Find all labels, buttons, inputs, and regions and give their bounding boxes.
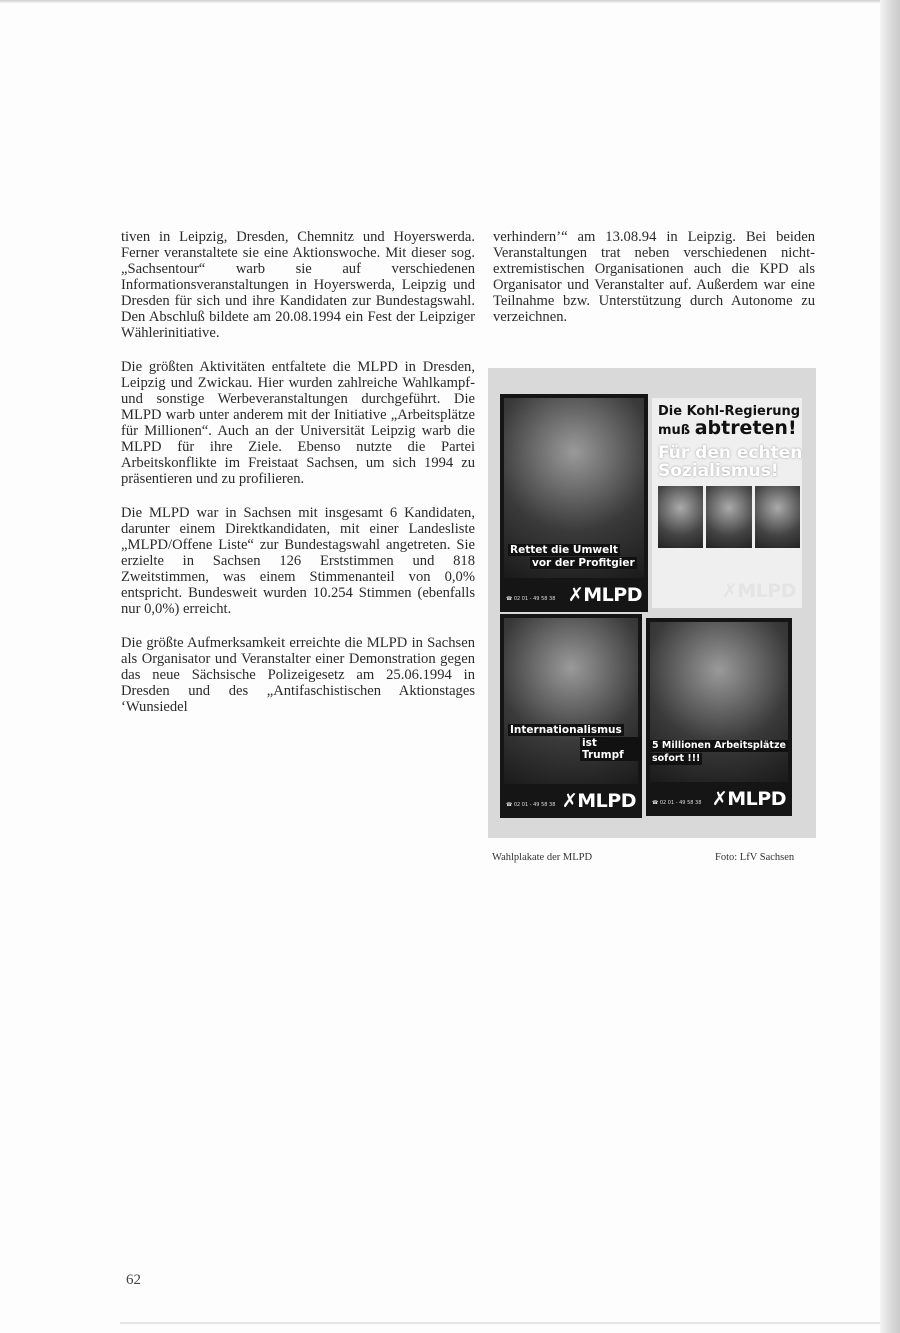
poster-phone: ☎ 02 01 - 49 58 38 <box>652 800 702 806</box>
mlpd-logo: ✗MLPD <box>711 788 786 810</box>
scan-right-shadow <box>880 0 900 1333</box>
subheadline-line: Sozialismus! <box>658 461 779 481</box>
poster-kohl <box>652 398 802 608</box>
headline-word: muß <box>658 423 695 438</box>
poster-slogan: vor der Profitgier <box>532 557 635 569</box>
headline-line: Die Kohl-Regierung <box>658 404 801 419</box>
photo-caption: Wahlplakate der MLPD <box>492 852 593 863</box>
photo-credit: Foto: LfV Sachsen <box>715 852 795 863</box>
mlpd-logo: ✗MLPD <box>561 790 636 812</box>
poster-slogan: Internationalismus <box>510 724 622 736</box>
poster-slogan: sofort !!! <box>652 753 701 764</box>
paragraph: tiven in Leipzig, Dresden, Chemnitz und Hoyerswerda. Ferner veranstaltete sie eine Aktionswoche. Mit dieser sog. „Sachsentour“ warb sie auf verschiedenen Informationsveranstaltungen in Hoyerswerda, Leipzig und Dresden für sich und ihre Kandidaten zur Bundestagswahl. Den Abschluß bildete am 20.08.1994 ein Fest der Leipziger Wählerinitiative. <box>121 229 475 341</box>
paragraph: Die größte Aufmerksamkeit erreichte die MLPD in Sachsen als Organisator und Veranstalter einer Demonstration gegen das neue Sächsische Polizeigesetz am 25.06.1994 in Dresden und des „Antifaschistischen Aktionstages ‘Wunsiedel <box>121 635 475 715</box>
poster-portraits <box>658 486 800 548</box>
poster-phone: ☎ 02 01 - 49 58 38 <box>506 596 556 602</box>
poster-slogan: Rettet die Umwelt <box>510 544 618 556</box>
scan-top-edge <box>0 0 900 3</box>
poster-environment <box>500 394 648 612</box>
poster-subheadline <box>658 444 802 480</box>
poster-jobs <box>646 618 792 816</box>
scan-bottom-edge <box>120 1322 880 1324</box>
mlpd-logo: ✗MLPD <box>567 584 642 606</box>
paragraph: Die MLPD war in Sachsen mit insgesamt 6 Kandidaten, darunter einem Direktkandidaten, mit einer Landesliste „MLPD/Offene Liste“ zur Bundestagswahl angetreten. Sie erzielte in Sachsen 126 Erststimmen und 818 Zweitstimmen, was einem Stimmenanteil von 0,0% entspricht. Bundesweit wurden 10.254 Stimmen (ebenfalls nur 0,0%) erreicht. <box>121 505 475 617</box>
paragraph: verhindern’“ am 13.08.94 in Leipzig. Bei beiden Veranstaltungen trat neben verschiedenen nicht-extremistischen Organisationen auch die KPD als Organisator und Veranstalter auf. Außerdem war eine Teilnahme bzw. Unterstützung durch Autonome zu verzeichnen. <box>493 229 815 325</box>
headline-word: abtreten! <box>694 417 797 439</box>
poster-internationalism <box>500 614 642 818</box>
poster-slogan: 5 Millionen Arbeitsplätze <box>652 740 786 751</box>
election-posters-photo <box>488 368 816 838</box>
subheadline-line: Für den echten <box>658 443 802 463</box>
page-number: 62 <box>126 1272 141 1288</box>
left-text-column <box>121 229 475 733</box>
right-text-column <box>493 229 815 343</box>
poster-headline <box>658 404 800 439</box>
headline-line <box>658 417 800 439</box>
poster-slogan: ist Trumpf <box>580 737 642 761</box>
paragraph: Die größten Aktivitäten entfaltete die MLPD in Dresden, Leipzig und Zwickau. Hier wurden zahlreiche Wahlkampf- und sonstige Werbeveranstaltungen durchgeführt. Die MLPD warb unter anderem mit der Initiative „Arbeitsplätze für Millionen“. Auch an der Universität Leipzig warb die MLPD für ihre Ziele. Ebenso nutzte die Partei Arbeitskonflikte im Freistaat Sachsen, um sich 1994 zu präsentieren und zu profilieren. <box>121 359 475 487</box>
mlpd-logo: ✗MLPD <box>721 580 796 602</box>
poster-phone: ☎ 02 01 - 49 58 38 <box>506 802 556 808</box>
